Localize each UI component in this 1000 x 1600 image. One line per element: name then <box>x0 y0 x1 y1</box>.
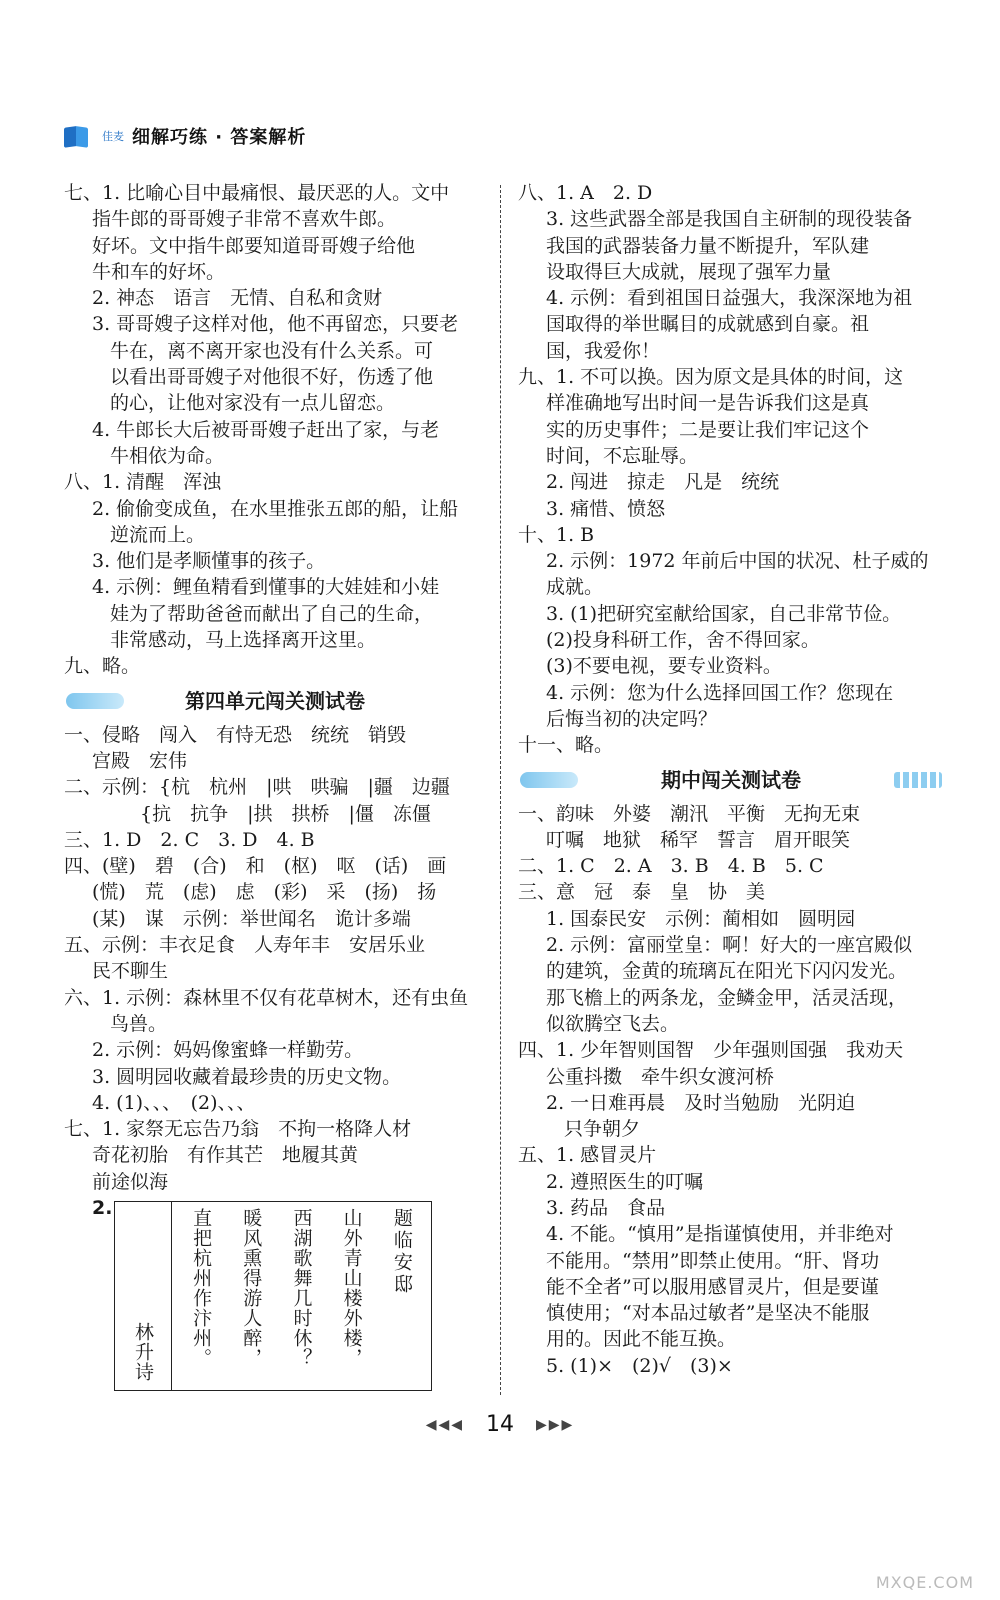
page-footer <box>0 1412 1000 1437</box>
answer-block-right-bottom <box>518 801 944 1380</box>
answer-line: 一、侵略 闯入 有恃无恐 统统 销毁 <box>64 723 407 746</box>
answer-line: 2. 神态 语言 无情、自私和贪财 <box>92 287 383 310</box>
answer-line: 时间，不忘耻辱。 <box>546 444 699 467</box>
answer-line: 十、1. B <box>518 523 595 546</box>
answer-line: (3)不要电视，要专业资料。 <box>546 655 782 678</box>
answer-line: 九、略。 <box>64 655 141 678</box>
series-title: 细解巧练 · 答案解析 <box>132 127 307 148</box>
answer-line: 的心，让他对家没有一点儿留恋。 <box>110 392 396 415</box>
answer-line: 六、1. 示例：森林里不仅有花草树木，还有虫鱼 <box>64 986 469 1009</box>
answer-line: 公重抖擞 牵牛织女渡河桥 <box>546 1065 775 1088</box>
answer-line: 似欲腾空飞去。 <box>546 1012 680 1035</box>
answer-line: 1. 国泰民安 示例：蔺相如 圆明园 <box>546 907 856 930</box>
answer-line: 4. 示例：您为什么选择回国工作？您现在 <box>546 681 894 704</box>
column-divider <box>500 185 501 1395</box>
answer-line: 四、(壁) 碧 (合) 和 (枢) 呕 (话) 画 <box>64 855 447 878</box>
answer-line: 奇花初胎 有作其芒 地履其黄 <box>92 1144 359 1167</box>
poem-line-2: 西湖歌舞几时休？ <box>290 1207 313 1368</box>
answer-line: 国取得的举世瞩目的成就感到自豪。祖 <box>546 313 870 336</box>
poem-table-block <box>64 1197 486 1397</box>
answer-line: 实的历史事件；二是要让我们牢记这个 <box>546 418 870 441</box>
answer-line: 2. 一日难再晨 及时当勉励 光阴迫 <box>546 1091 856 1114</box>
right-column <box>518 180 944 1379</box>
answer-line: 2. 遵照医生的叮嘱 <box>546 1170 704 1193</box>
answer-line: (2)投身科研工作，舍不得回家。 <box>546 629 820 652</box>
answer-line: 4. (1)、、、 (2)、、、 <box>92 1091 256 1114</box>
answer-line: 3. 药品 食品 <box>546 1196 666 1219</box>
answer-line: 好坏。文中指牛郎要知道哥哥嫂子给他 <box>92 234 416 257</box>
book-logo-icon <box>64 123 94 149</box>
poem-title: 题临安邸 <box>390 1207 413 1296</box>
answer-line: 慎使用；“对本品过敏者”是坚决不能服 <box>546 1302 870 1325</box>
answer-line: 八、1. A 2. D <box>518 182 653 204</box>
answer-line: 2. 偷偷变成鱼，在水里推张五郎的船，让船 <box>92 497 459 520</box>
poem-line-3: 暖风熏得游人醉， <box>240 1207 263 1368</box>
answer-line: 五、1. 感冒灵片 <box>518 1144 657 1167</box>
poem-table-number: 2. <box>92 1196 113 1219</box>
answer-line: 3. 圆明园收藏着最珍贵的历史文物。 <box>92 1065 402 1088</box>
page-header <box>64 120 306 152</box>
answer-line: 二、示例：{杭 杭州 |哄 哄骗 |疆 边疆 <box>64 776 450 799</box>
answer-line: 八、1. 清醒 浑浊 <box>64 471 222 494</box>
answer-line: (慌) 荒 (虑) 虑 (彩) 采 (扬) 扬 <box>92 881 437 904</box>
answer-line: 样准确地写出时间一是告诉我们这是真 <box>546 392 870 415</box>
answer-line: 以看出哥哥嫂子对他很不好，伤透了他 <box>110 366 434 389</box>
answer-line: 2. 示例：妈妈像蜜蜂一样勤劳。 <box>92 1039 364 1062</box>
brand-name: 佳麦 <box>102 129 124 143</box>
answer-line: 2. 示例：1972 年前后中国的状况、杜子威的 <box>546 550 929 573</box>
answer-line: 2. 示例：富丽堂皇：啊！好大的一座宫殿似 <box>546 934 913 957</box>
answer-block-right-top <box>518 180 944 759</box>
answer-line: 我国的武器装备力量不断提升，军队建 <box>546 234 870 257</box>
answer-line: 成就。 <box>546 576 604 599</box>
next-arrows-icon: ▶▶▶ <box>536 1416 575 1433</box>
answer-line: 宫殿 宏伟 <box>92 749 188 772</box>
answer-line: 九、1. 不可以换。因为原文是具体的时间，这 <box>518 366 904 389</box>
answer-line: 三、1. D 2. C 3. D 4. B <box>64 828 315 851</box>
answer-line: 逆流而上。 <box>110 523 206 546</box>
answer-line: 一、韵味 外婆 潮汛 平衡 无拘无束 <box>518 802 861 825</box>
answer-line: 只争朝夕 <box>564 1118 641 1141</box>
answer-line: 指牛郎的哥哥嫂子非常不喜欢牛郎。 <box>92 208 397 231</box>
answer-line: 2. 闯进 掠走 凡是 统统 <box>546 471 780 494</box>
watermark: MXQE.COM <box>875 1573 974 1592</box>
answer-line: 4. 示例：鲤鱼精看到懂事的大娃娃和小娃 <box>92 576 440 599</box>
answer-block-left-top <box>64 180 486 680</box>
answer-line: 鸟兽。 <box>110 1012 168 1035</box>
poem-author: 林升诗 <box>132 1321 154 1382</box>
answer-line: 4. 示例：看到祖国日益强大，我深深地为祖 <box>546 287 913 310</box>
poem-body-cell <box>172 1202 431 1390</box>
answer-line: 3. 痛惜、愤怒 <box>546 497 666 520</box>
answer-line: (某) 谋 示例：举世闻名 诡计多端 <box>92 907 411 930</box>
answer-line: 三、意 冠 泰 皇 协 美 <box>518 881 766 904</box>
page-number: 14 <box>486 1412 514 1437</box>
answer-line: 设取得巨大成就，展现了强军力量 <box>546 260 832 283</box>
answer-line: 3. 哥哥嫂子这样对他，他不再留恋，只要老 <box>92 313 459 336</box>
poem-line-1: 山外青山楼外楼， <box>340 1207 363 1368</box>
answer-line: 3. 他们是孝顺懂事的孩子。 <box>92 550 326 573</box>
answer-line: 五、示例：丰衣足食 人寿年丰 安居乐业 <box>64 934 426 957</box>
answer-line: 前途似海 <box>92 1170 169 1193</box>
answer-line: 后悔当初的决定吗？ <box>546 707 718 730</box>
answer-line: 5. (1)× (2)√ (3)× <box>546 1354 733 1377</box>
answer-line: 娃为了帮助爸爸而献出了自己的生命， <box>110 602 434 625</box>
answer-line: 的建筑，金黄的琉璃瓦在阳光下闪闪发光。 <box>546 960 908 983</box>
answer-line: 国，我爱你！ <box>546 339 661 362</box>
poem-line-4: 直把杭州作汴州。 <box>190 1207 213 1368</box>
answer-line: 4. 牛郎长大后被哥哥嫂子赶出了家，与老 <box>92 418 440 441</box>
poem-table <box>114 1201 432 1391</box>
section-title-midterm: 期中闯关测试卷 <box>518 763 944 797</box>
answer-line: 二、1. C 2. A 3. B 4. B 5. C <box>518 855 824 878</box>
prev-arrows-icon: ◀◀◀ <box>425 1416 464 1433</box>
answer-line: 牛在，离不离开家也没有什么关系。可 <box>110 339 434 362</box>
answer-line: 四、1. 少年智则国智 少年强则国强 我劝天 <box>518 1039 904 1062</box>
answer-line: 3. 这些武器全部是我国自主研制的现役装备 <box>546 208 913 231</box>
answer-line: 七、1. 比喻心目中最痛恨、最厌恶的人。文中 <box>64 182 450 204</box>
answer-line: 民不聊生 <box>92 960 169 983</box>
answer-line: 那飞檐上的两条龙，金鳞金甲，活灵活现， <box>546 986 908 1009</box>
answer-line: 用的。因此不能互换。 <box>546 1328 737 1351</box>
answer-line: 七、1. 家祭无忘告乃翁 不拘一格降人材 <box>64 1118 412 1141</box>
answer-line: 不能用。“禁用”即禁止使用。“肝、肾功 <box>546 1249 880 1272</box>
poem-author-cell <box>115 1202 172 1390</box>
answer-line: 4. 不能。“慎用”是指谨慎使用，并非绝对 <box>546 1223 894 1246</box>
answer-block-left-bottom <box>64 722 486 1195</box>
answer-line: 能不全者”可以服用感冒灵片，但是要谨 <box>546 1275 879 1298</box>
answer-line: 十一、略。 <box>518 734 614 757</box>
left-column <box>64 180 486 1397</box>
answer-line: {抗 抗争 |拱 拱桥 |僵 冻僵 <box>64 802 431 825</box>
section-title-unit4: 第四单元闯关测试卷 <box>64 684 486 718</box>
answer-line: 牛相依为命。 <box>110 444 225 467</box>
answer-line: 3. (1)把研究室献给国家，自己非常节俭。 <box>546 602 902 625</box>
answer-line: 牛和车的好坏。 <box>92 260 226 283</box>
answer-line: 叮嘱 地狱 稀罕 誓言 眉开眼笑 <box>546 828 851 851</box>
answer-line: 非常感动，马上选择离开这里。 <box>110 629 377 652</box>
